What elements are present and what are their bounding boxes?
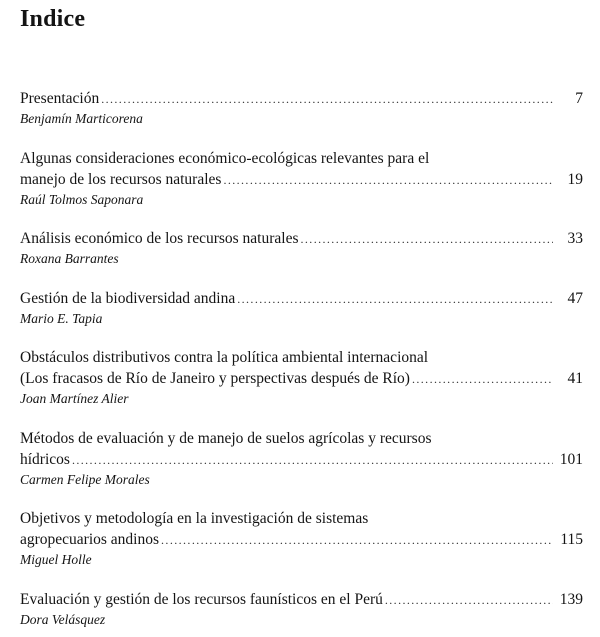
toc-entry-faunisticos[interactable] <box>20 589 583 629</box>
toc-entry-heading <box>20 88 583 110</box>
toc-author: Miguel Holle <box>20 552 92 567</box>
dot-leader <box>72 450 553 471</box>
toc-author: Mario E. Tapia <box>20 310 103 326</box>
toc-entry-title: agropecuarios andinos <box>20 531 160 548</box>
dot-leader <box>101 89 553 110</box>
toc-entry-consideraciones[interactable] <box>20 148 583 209</box>
toc-entry-title: hídricos <box>20 450 70 468</box>
dot-leader <box>161 530 553 551</box>
toc-entry-title: (Los fracasos de Río de Janeiro y perspectivas después de Río) <box>20 370 410 387</box>
toc-entry-analisis[interactable] <box>20 228 583 268</box>
toc-entry-presentacion[interactable] <box>20 88 583 128</box>
dot-leader <box>223 170 553 191</box>
toc-entry-obstaculos[interactable] <box>20 347 583 408</box>
dot-leader <box>237 289 553 310</box>
toc-entry-heading <box>20 368 583 390</box>
toc-entry-objetivos[interactable] <box>20 508 583 569</box>
toc-page-number: 33 <box>567 230 583 247</box>
toc-author: Joan Martínez Alier <box>20 391 129 406</box>
toc-page-number: 41 <box>567 370 583 387</box>
toc-author: Benjamín Marticorena <box>20 111 143 126</box>
toc-page-number: 139 <box>559 590 583 608</box>
toc-author: Raúl Tolmos Saponara <box>20 191 144 207</box>
toc-entry-heading <box>20 288 583 310</box>
toc-page-number: 47 <box>567 289 583 307</box>
toc-entry-heading <box>20 228 583 250</box>
toc-entry-title: Gestión de la biodiversidad andina <box>20 289 236 307</box>
toc-page-number: 101 <box>559 450 583 468</box>
toc-entry-metodos[interactable] <box>20 428 583 489</box>
toc-entry-title: Evaluación y gestión de los recursos faunísticos en el Perú <box>20 590 383 608</box>
toc-entry-title-line: Métodos de evaluación y de manejo de suelos agrícolas y recursos <box>20 429 432 447</box>
toc-entry-heading <box>20 589 583 611</box>
toc-author: Dora Velásquez <box>20 611 106 627</box>
page-title: Indice <box>20 6 86 32</box>
toc-author: Carmen Felipe Morales <box>20 471 150 487</box>
toc-entry-title-line: Obstáculos distributivos contra la política ambiental internacional <box>20 349 429 366</box>
toc-entry-heading <box>20 529 583 551</box>
toc-entry-biodiversidad[interactable] <box>20 288 583 328</box>
toc-author: Roxana Barrantes <box>20 251 119 266</box>
toc-entry-title: Presentación <box>20 90 100 107</box>
dot-leader <box>385 590 553 611</box>
toc-entry-heading <box>20 449 583 471</box>
toc-entry-title-line: Objetivos y metodología en la investigación de sistemas <box>20 510 369 527</box>
toc-entry-title-line: Algunas consideraciones económico-ecológicas relevantes para el <box>20 149 430 167</box>
toc-page-number: 19 <box>567 170 583 188</box>
dot-leader <box>412 369 553 390</box>
dot-leader <box>301 229 554 250</box>
toc-page-number: 115 <box>560 531 583 548</box>
table-of-contents <box>20 88 583 629</box>
toc-page-number: 7 <box>575 90 583 107</box>
toc-entry-heading <box>20 169 583 191</box>
toc-entry-title: manejo de los recursos naturales <box>20 170 222 188</box>
toc-entry-title: Análisis económico de los recursos naturales <box>20 230 299 247</box>
